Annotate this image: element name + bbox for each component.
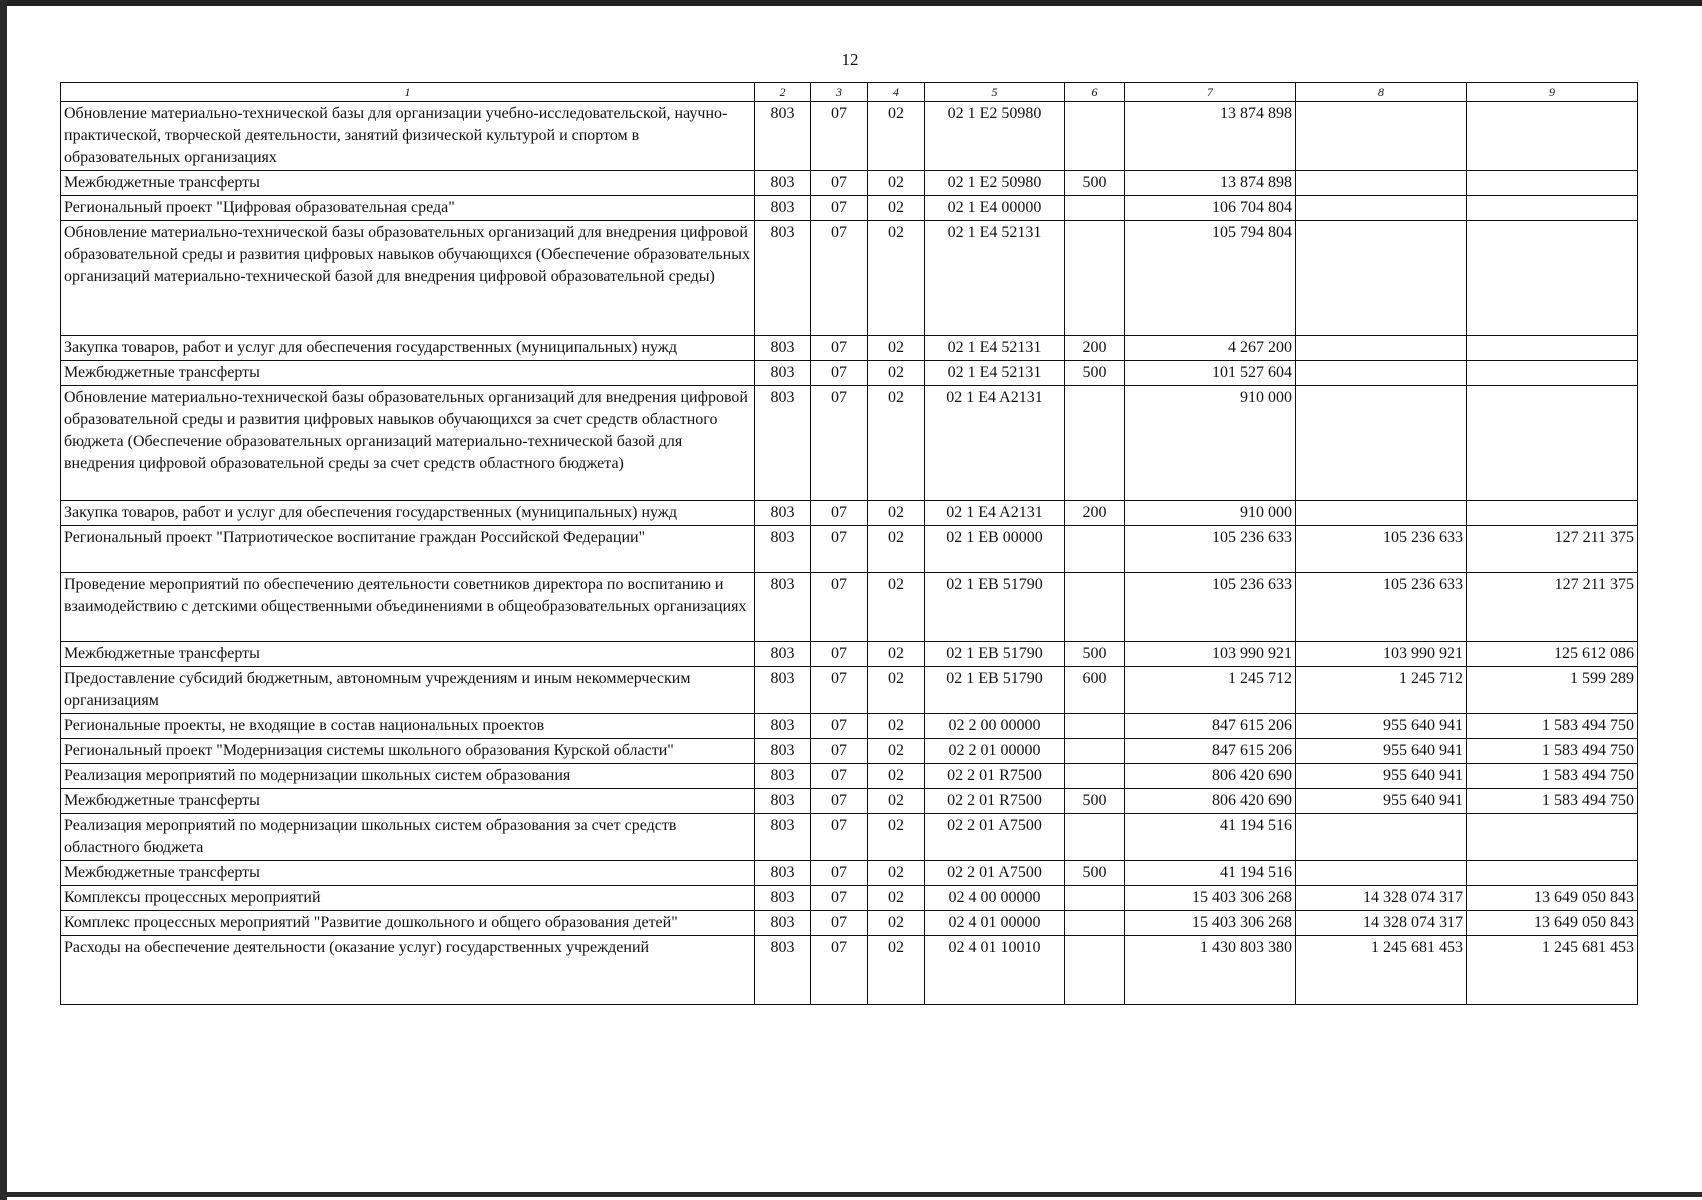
section-cell: 07	[811, 336, 868, 361]
section-cell: 07	[811, 861, 868, 886]
table-row	[61, 573, 1638, 642]
amount-col9-cell	[1467, 861, 1638, 886]
amount-col9-cell: 127 211 375	[1467, 573, 1638, 642]
admin-code-cell: 803	[755, 526, 811, 573]
expense-type-cell: 200	[1065, 501, 1125, 526]
section-cell: 07	[811, 764, 868, 789]
target-code-cell: 02 2 00 00000	[925, 714, 1065, 739]
target-code-cell: 02 1 E4 52131	[925, 336, 1065, 361]
target-code-cell: 02 1 EB 51790	[925, 573, 1065, 642]
scan-edge-left	[0, 0, 7, 1200]
admin-code-cell: 803	[755, 336, 811, 361]
amount-col9-cell	[1467, 501, 1638, 526]
amount-col9-cell	[1467, 102, 1638, 171]
section-cell: 07	[811, 936, 868, 1005]
target-code-cell: 02 2 01 R7500	[925, 764, 1065, 789]
target-code-cell: 02 1 E4 52131	[925, 221, 1065, 336]
subsection-cell: 02	[868, 171, 925, 196]
amount-col7-cell: 1 245 712	[1125, 667, 1296, 714]
amount-col7-cell: 1 430 803 380	[1125, 936, 1296, 1005]
amount-col9-cell: 13 649 050 843	[1467, 911, 1638, 936]
budget-table	[60, 82, 1638, 1005]
expense-type-cell: 200	[1065, 336, 1125, 361]
row-name-cell: Закупка товаров, работ и услуг для обеспечения государственных (муниципальных) нужд	[61, 336, 755, 361]
column-header: 5	[925, 83, 1065, 102]
admin-code-cell: 803	[755, 764, 811, 789]
expense-type-cell: 500	[1065, 642, 1125, 667]
amount-col7-cell: 847 615 206	[1125, 714, 1296, 739]
subsection-cell: 02	[868, 886, 925, 911]
amount-col8-cell: 1 245 712	[1296, 667, 1467, 714]
subsection-cell: 02	[868, 526, 925, 573]
admin-code-cell: 803	[755, 386, 811, 501]
amount-col9-cell: 1 583 494 750	[1467, 789, 1638, 814]
amount-col8-cell: 955 640 941	[1296, 764, 1467, 789]
admin-code-cell: 803	[755, 911, 811, 936]
target-code-cell: 02 2 01 R7500	[925, 789, 1065, 814]
amount-col7-cell: 15 403 306 268	[1125, 911, 1296, 936]
expense-type-cell	[1065, 573, 1125, 642]
section-cell: 07	[811, 714, 868, 739]
subsection-cell: 02	[868, 501, 925, 526]
table-row	[61, 814, 1638, 861]
amount-col8-cell	[1296, 814, 1467, 861]
table-row	[61, 789, 1638, 814]
target-code-cell: 02 2 01 00000	[925, 739, 1065, 764]
amount-col9-cell: 1 583 494 750	[1467, 739, 1638, 764]
target-code-cell: 02 1 E2 50980	[925, 102, 1065, 171]
column-header: 9	[1467, 83, 1638, 102]
amount-col8-cell	[1296, 221, 1467, 336]
subsection-cell: 02	[868, 814, 925, 861]
row-name-cell: Обновление материально-технической базы образовательных организаций для внедрения цифровой образовательной среды и развития цифровых навыков обучающихся (Обеспечение образовательных организаций материально-технической базой для внедрения цифровой образовательной среды)	[61, 221, 755, 336]
subsection-cell: 02	[868, 911, 925, 936]
amount-col9-cell	[1467, 171, 1638, 196]
amount-col8-cell: 1 245 681 453	[1296, 936, 1467, 1005]
target-code-cell: 02 1 EB 51790	[925, 667, 1065, 714]
admin-code-cell: 803	[755, 886, 811, 911]
expense-type-cell	[1065, 911, 1125, 936]
expense-type-cell: 500	[1065, 361, 1125, 386]
section-cell: 07	[811, 886, 868, 911]
amount-col9-cell	[1467, 196, 1638, 221]
row-name-cell: Предоставление субсидий бюджетным, автономным учреждениям и иным некоммерческим организациям	[61, 667, 755, 714]
amount-col8-cell	[1296, 386, 1467, 501]
column-header: 6	[1065, 83, 1125, 102]
row-name-cell: Реализация мероприятий по модернизации школьных систем образования	[61, 764, 755, 789]
amount-col8-cell: 14 328 074 317	[1296, 911, 1467, 936]
admin-code-cell: 803	[755, 814, 811, 861]
admin-code-cell: 803	[755, 642, 811, 667]
expense-type-cell	[1065, 739, 1125, 764]
amount-col7-cell: 847 615 206	[1125, 739, 1296, 764]
row-name-cell: Комплекс процессных мероприятий "Развитие дошкольного и общего образования детей"	[61, 911, 755, 936]
expense-type-cell	[1065, 936, 1125, 1005]
admin-code-cell: 803	[755, 171, 811, 196]
column-header: 1	[61, 83, 755, 102]
amount-col7-cell: 13 874 898	[1125, 102, 1296, 171]
amount-col8-cell: 955 640 941	[1296, 714, 1467, 739]
amount-col8-cell	[1296, 196, 1467, 221]
target-code-cell: 02 2 01 A7500	[925, 861, 1065, 886]
subsection-cell: 02	[868, 667, 925, 714]
admin-code-cell: 803	[755, 861, 811, 886]
amount-col9-cell: 1 583 494 750	[1467, 764, 1638, 789]
target-code-cell: 02 1 EB 51790	[925, 642, 1065, 667]
amount-col8-cell	[1296, 361, 1467, 386]
amount-col8-cell	[1296, 501, 1467, 526]
row-name-cell: Межбюджетные трансферты	[61, 861, 755, 886]
table-row	[61, 642, 1638, 667]
header-row	[61, 83, 1638, 102]
amount-col9-cell: 1 599 289	[1467, 667, 1638, 714]
expense-type-cell: 500	[1065, 171, 1125, 196]
amount-col9-cell	[1467, 361, 1638, 386]
admin-code-cell: 803	[755, 102, 811, 171]
target-code-cell: 02 1 E2 50980	[925, 171, 1065, 196]
amount-col7-cell: 105 794 804	[1125, 221, 1296, 336]
subsection-cell: 02	[868, 789, 925, 814]
subsection-cell: 02	[868, 764, 925, 789]
amount-col7-cell: 806 420 690	[1125, 764, 1296, 789]
table-row	[61, 196, 1638, 221]
table-row	[61, 336, 1638, 361]
section-cell: 07	[811, 739, 868, 764]
subsection-cell: 02	[868, 739, 925, 764]
row-name-cell: Региональные проекты, не входящие в состав национальных проектов	[61, 714, 755, 739]
section-cell: 07	[811, 386, 868, 501]
section-cell: 07	[811, 102, 868, 171]
expense-type-cell	[1065, 196, 1125, 221]
expense-type-cell	[1065, 526, 1125, 573]
subsection-cell: 02	[868, 361, 925, 386]
table-row	[61, 526, 1638, 573]
section-cell: 07	[811, 573, 868, 642]
subsection-cell: 02	[868, 642, 925, 667]
expense-type-cell: 500	[1065, 789, 1125, 814]
target-code-cell: 02 4 00 00000	[925, 886, 1065, 911]
amount-col8-cell: 103 990 921	[1296, 642, 1467, 667]
amount-col9-cell: 1 245 681 453	[1467, 936, 1638, 1005]
expense-type-cell	[1065, 714, 1125, 739]
target-code-cell: 02 1 EB 00000	[925, 526, 1065, 573]
target-code-cell: 02 1 E4 00000	[925, 196, 1065, 221]
row-name-cell: Межбюджетные трансферты	[61, 642, 755, 667]
table-row	[61, 936, 1638, 1005]
section-cell: 07	[811, 196, 868, 221]
amount-col8-cell	[1296, 102, 1467, 171]
subsection-cell: 02	[868, 861, 925, 886]
admin-code-cell: 803	[755, 936, 811, 1005]
target-code-cell: 02 2 01 A7500	[925, 814, 1065, 861]
row-name-cell: Региональный проект "Модернизация системы школьного образования Курской области"	[61, 739, 755, 764]
target-code-cell: 02 1 E4 52131	[925, 361, 1065, 386]
amount-col7-cell: 13 874 898	[1125, 171, 1296, 196]
section-cell: 07	[811, 501, 868, 526]
admin-code-cell: 803	[755, 789, 811, 814]
amount-col8-cell: 105 236 633	[1296, 573, 1467, 642]
admin-code-cell: 803	[755, 667, 811, 714]
scan-edge-bottom	[0, 1192, 1702, 1197]
expense-type-cell	[1065, 814, 1125, 861]
table-row	[61, 171, 1638, 196]
section-cell: 07	[811, 171, 868, 196]
column-header: 7	[1125, 83, 1296, 102]
amount-col7-cell: 910 000	[1125, 501, 1296, 526]
admin-code-cell: 803	[755, 739, 811, 764]
row-name-cell: Закупка товаров, работ и услуг для обеспечения государственных (муниципальных) нужд	[61, 501, 755, 526]
subsection-cell: 02	[868, 714, 925, 739]
target-code-cell: 02 4 01 00000	[925, 911, 1065, 936]
row-name-cell: Региональный проект "Цифровая образовательная среда"	[61, 196, 755, 221]
target-code-cell: 02 1 E4 A2131	[925, 386, 1065, 501]
amount-col7-cell: 41 194 516	[1125, 814, 1296, 861]
section-cell: 07	[811, 814, 868, 861]
section-cell: 07	[811, 361, 868, 386]
amount-col7-cell: 4 267 200	[1125, 336, 1296, 361]
expense-type-cell	[1065, 221, 1125, 336]
amount-col7-cell: 910 000	[1125, 386, 1296, 501]
column-header: 3	[811, 83, 868, 102]
amount-col8-cell	[1296, 171, 1467, 196]
expense-type-cell	[1065, 102, 1125, 171]
admin-code-cell: 803	[755, 714, 811, 739]
subsection-cell: 02	[868, 573, 925, 642]
row-name-cell: Межбюджетные трансферты	[61, 361, 755, 386]
scan-edge-top	[0, 0, 1702, 6]
table-row	[61, 501, 1638, 526]
amount-col7-cell: 15 403 306 268	[1125, 886, 1296, 911]
expense-type-cell: 600	[1065, 667, 1125, 714]
amount-col9-cell: 1 583 494 750	[1467, 714, 1638, 739]
amount-col7-cell: 41 194 516	[1125, 861, 1296, 886]
row-name-cell: Межбюджетные трансферты	[61, 171, 755, 196]
section-cell: 07	[811, 642, 868, 667]
column-header: 8	[1296, 83, 1467, 102]
row-name-cell: Расходы на обеспечение деятельности (оказание услуг) государственных учреждений	[61, 936, 755, 1005]
target-code-cell: 02 4 01 10010	[925, 936, 1065, 1005]
table-row	[61, 764, 1638, 789]
subsection-cell: 02	[868, 102, 925, 171]
section-cell: 07	[811, 526, 868, 573]
subsection-cell: 02	[868, 386, 925, 501]
table-row	[61, 667, 1638, 714]
amount-col7-cell: 103 990 921	[1125, 642, 1296, 667]
admin-code-cell: 803	[755, 361, 811, 386]
expense-type-cell	[1065, 886, 1125, 911]
table-row	[61, 221, 1638, 336]
subsection-cell: 02	[868, 336, 925, 361]
section-cell: 07	[811, 667, 868, 714]
table-row	[61, 102, 1638, 171]
amount-col9-cell: 125 612 086	[1467, 642, 1638, 667]
amount-col8-cell: 105 236 633	[1296, 526, 1467, 573]
admin-code-cell: 803	[755, 196, 811, 221]
table-row	[61, 361, 1638, 386]
section-cell: 07	[811, 221, 868, 336]
admin-code-cell: 803	[755, 501, 811, 526]
subsection-cell: 02	[868, 196, 925, 221]
target-code-cell: 02 1 E4 A2131	[925, 501, 1065, 526]
amount-col8-cell: 955 640 941	[1296, 739, 1467, 764]
admin-code-cell: 803	[755, 221, 811, 336]
table-row	[61, 739, 1638, 764]
amount-col8-cell: 955 640 941	[1296, 789, 1467, 814]
column-header: 4	[868, 83, 925, 102]
amount-col7-cell: 806 420 690	[1125, 789, 1296, 814]
row-name-cell: Обновление материально-технической базы для организации учебно-исследовательской, научно-практической, творческой деятельности, занятий физической культурой и спортом в образовательных организациях	[61, 102, 755, 171]
amount-col7-cell: 105 236 633	[1125, 573, 1296, 642]
subsection-cell: 02	[868, 936, 925, 1005]
table-row	[61, 911, 1638, 936]
table-row	[61, 386, 1638, 501]
amount-col8-cell	[1296, 861, 1467, 886]
page-number: 12	[841, 50, 859, 69]
amount-col9-cell	[1467, 386, 1638, 501]
table-row	[61, 886, 1638, 911]
amount-col7-cell: 101 527 604	[1125, 361, 1296, 386]
admin-code-cell: 803	[755, 573, 811, 642]
table-row	[61, 861, 1638, 886]
row-name-cell: Региональный проект "Патриотическое воспитание граждан Российской Федерации"	[61, 526, 755, 573]
amount-col7-cell: 106 704 804	[1125, 196, 1296, 221]
row-name-cell: Обновление материально-технической базы образовательных организаций для внедрения цифровой образовательной среды и развития цифровых навыков обучающихся за счет средств областного бюджета (Обеспечение образовательных организаций материально-технической базой для внедрения цифровой образовательной среды за счет средств областного бюджета)	[61, 386, 755, 501]
expense-type-cell	[1065, 764, 1125, 789]
column-header: 2	[755, 83, 811, 102]
subsection-cell: 02	[868, 221, 925, 336]
amount-col9-cell	[1467, 221, 1638, 336]
section-cell: 07	[811, 911, 868, 936]
amount-col8-cell: 14 328 074 317	[1296, 886, 1467, 911]
table-body	[61, 102, 1638, 1005]
amount-col7-cell: 105 236 633	[1125, 526, 1296, 573]
amount-col9-cell	[1467, 814, 1638, 861]
expense-type-cell: 500	[1065, 861, 1125, 886]
table-row	[61, 714, 1638, 739]
amount-col9-cell: 127 211 375	[1467, 526, 1638, 573]
amount-col8-cell	[1296, 336, 1467, 361]
row-name-cell: Реализация мероприятий по модернизации школьных систем образования за счет средств областного бюджета	[61, 814, 755, 861]
row-name-cell: Межбюджетные трансферты	[61, 789, 755, 814]
expense-type-cell	[1065, 386, 1125, 501]
row-name-cell: Комплексы процессных мероприятий	[61, 886, 755, 911]
row-name-cell: Проведение мероприятий по обеспечению деятельности советников директора по воспитанию и взаимодействию с детскими общественными объединениями в общеобразовательных организациях	[61, 573, 755, 642]
amount-col9-cell	[1467, 336, 1638, 361]
amount-col9-cell: 13 649 050 843	[1467, 886, 1638, 911]
section-cell: 07	[811, 789, 868, 814]
